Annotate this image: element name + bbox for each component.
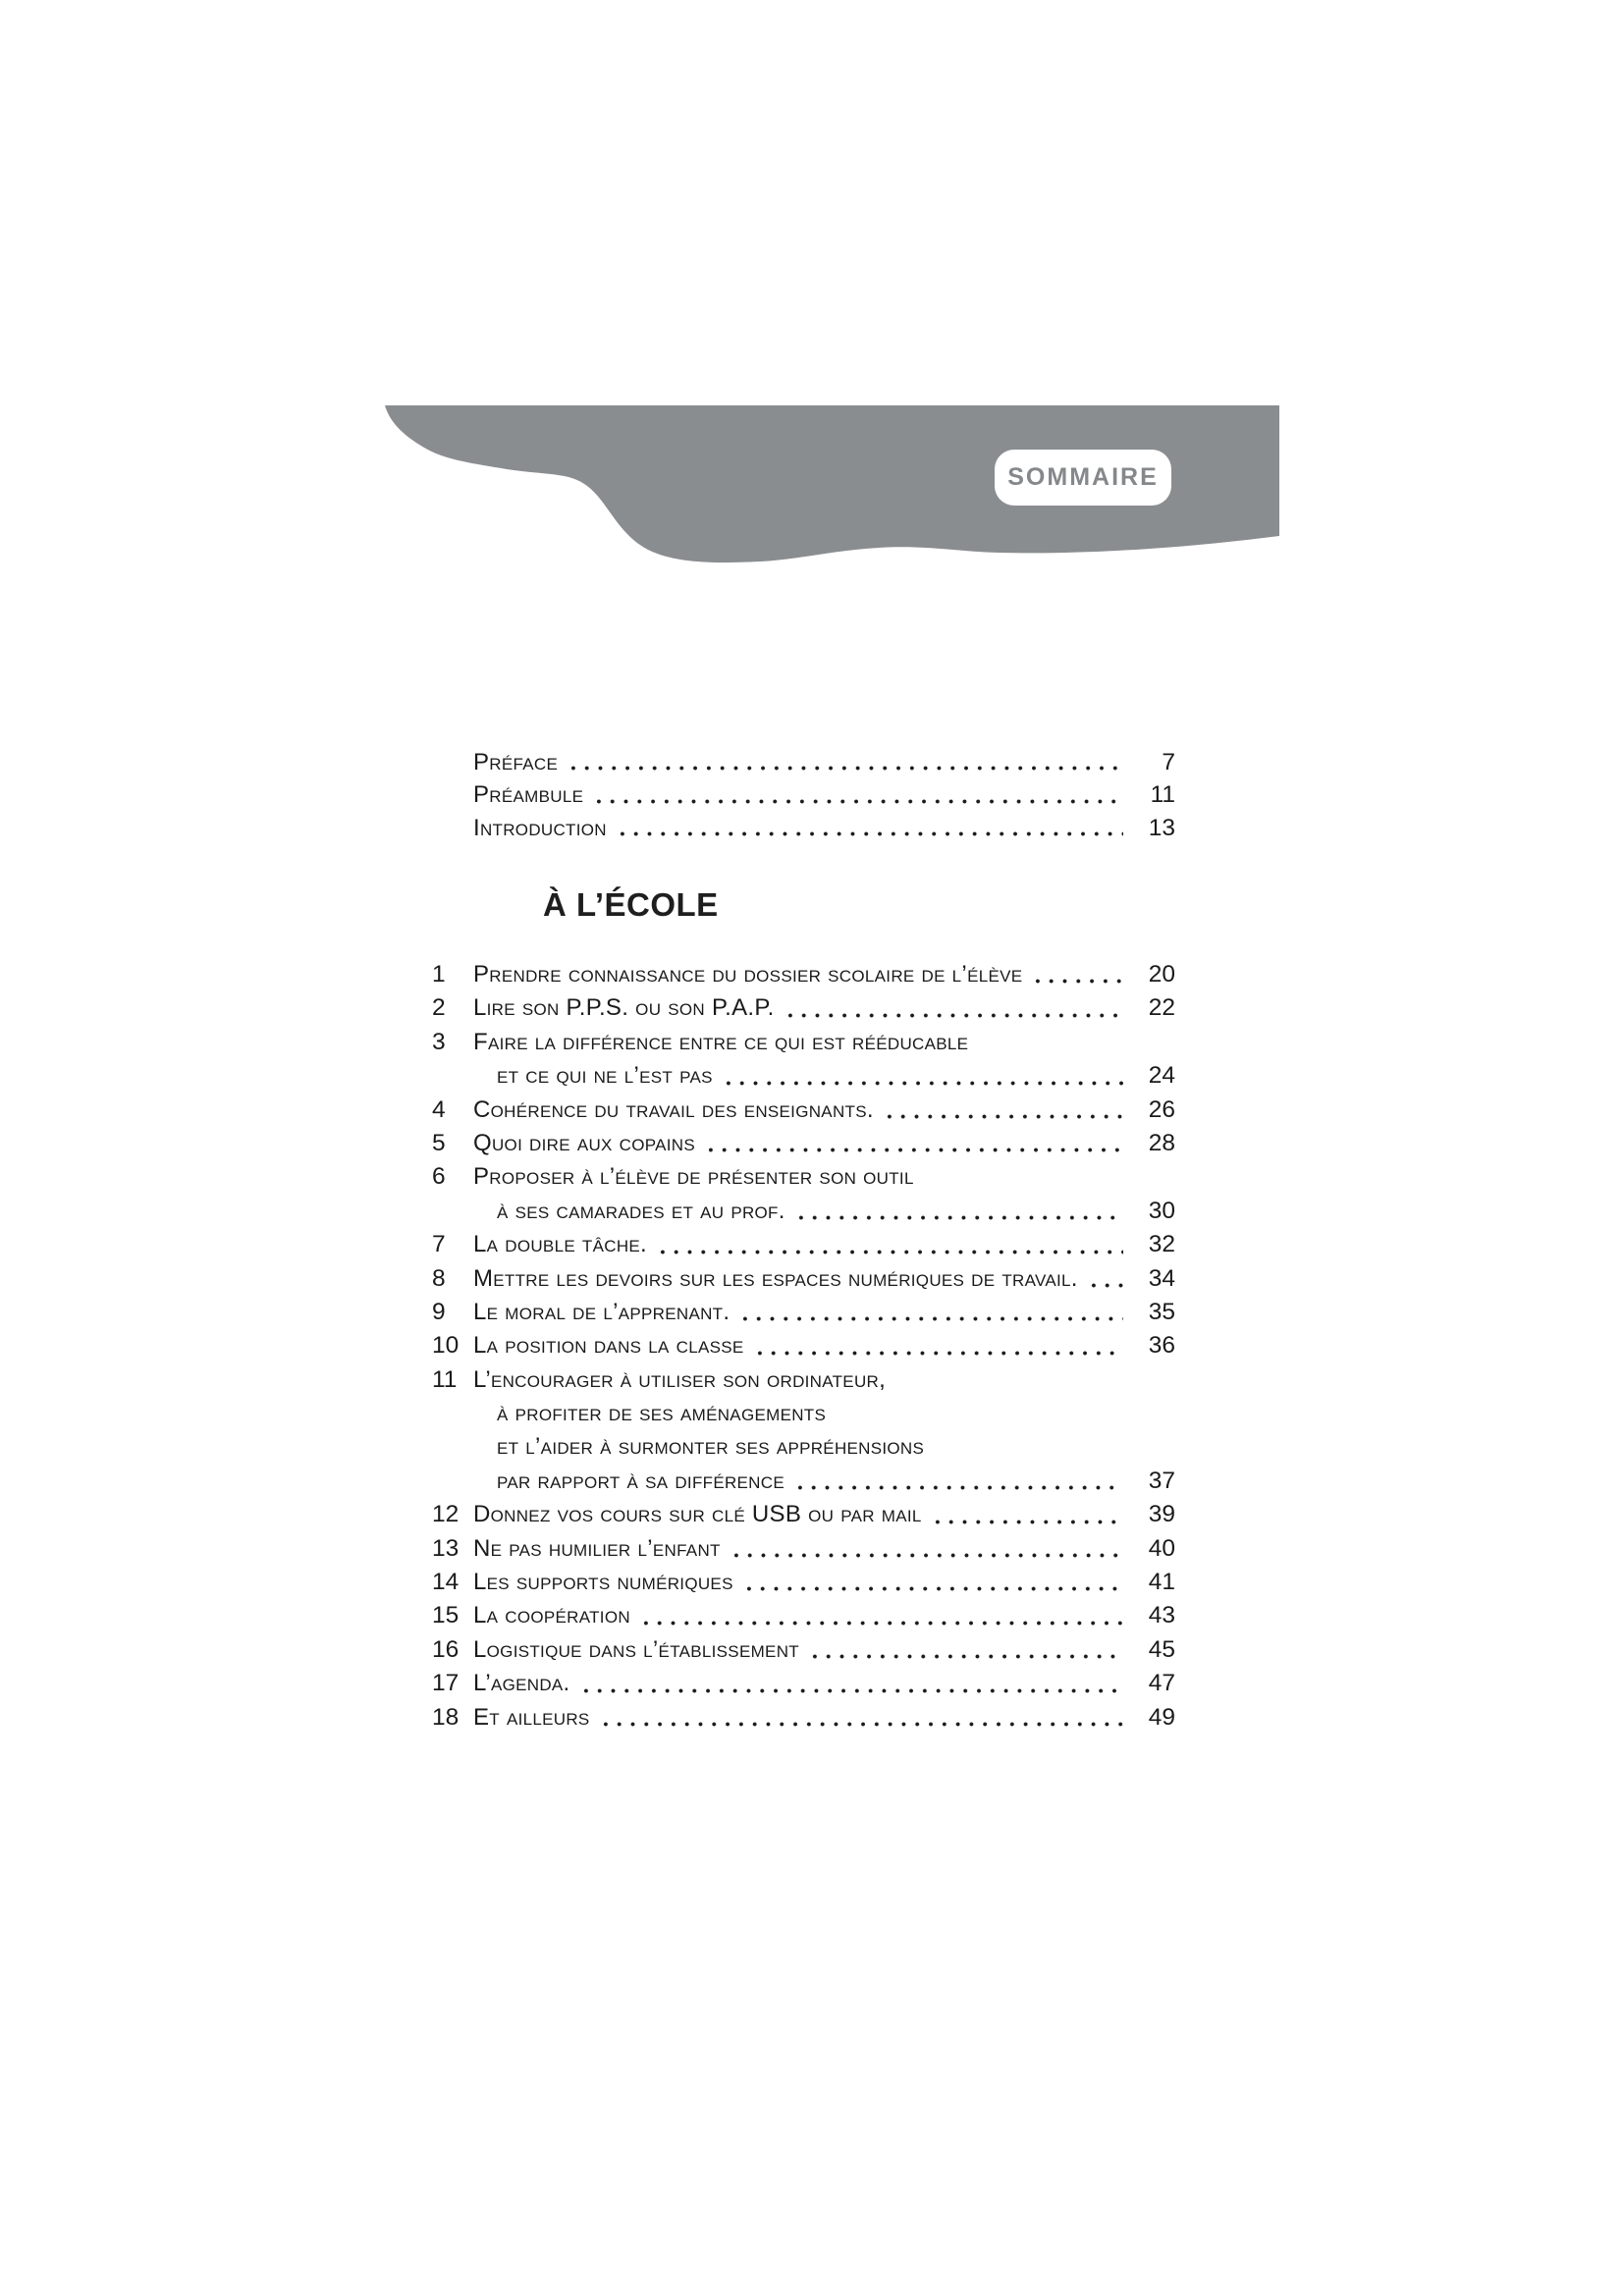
entry-title: Donnez vos cours sur clé USB ou par mail [473,1501,922,1528]
entry-number: 5 [432,1129,446,1156]
toc-row [432,1633,1175,1667]
entry-title: Ne pas humilier l’enfant [473,1534,721,1562]
entry-title: Préface [473,749,559,775]
page-number: 20 [1148,961,1175,988]
entry-title: Et ailleurs [473,1703,590,1731]
dot-leader [794,1215,1123,1220]
page-number: 45 [1148,1635,1175,1663]
sommaire-label-badge [995,450,1171,506]
page-number: 43 [1148,1602,1175,1629]
page-number: 22 [1148,994,1175,1022]
dot-leader [753,1351,1123,1356]
entry-title: Quoi dire aux copains [473,1129,696,1156]
entry-number: 2 [432,994,446,1022]
entry-title: à ses camarades et au prof. [497,1197,785,1224]
entry-number: 16 [432,1635,460,1663]
entry-title: Prendre connaissance du dossier scolaire de l’élève [473,961,1023,988]
entry-number: 9 [432,1298,446,1325]
dot-leader [722,1081,1123,1086]
toc-row [432,991,1175,1025]
entry-number: 3 [432,1028,446,1055]
entry-title: et ce qui ne l’est pas [497,1062,713,1090]
toc-row [432,1397,1175,1430]
toc-row [432,1430,1175,1464]
entry-number: 13 [432,1534,460,1562]
dot-leader [784,1013,1123,1018]
front-matter-list [432,746,1175,844]
page-number: 35 [1148,1298,1175,1325]
toc-row [432,1599,1175,1632]
entry-title: par rapport à sa différence [497,1467,784,1494]
entry-number: 1 [432,961,446,988]
entry-number: 14 [432,1569,460,1596]
entry-number: 12 [432,1501,460,1528]
entry-number: 6 [432,1163,446,1191]
entries-list [432,958,1175,1735]
page-number: 26 [1148,1095,1175,1123]
dot-leader [579,1688,1123,1693]
entry-title: Préambule [473,781,584,809]
dot-leader [656,1250,1123,1255]
page-number: 36 [1148,1332,1175,1360]
entry-number: 11 [432,1365,458,1393]
entry-title: et l’aider à surmonter ses appréhensions [497,1433,925,1461]
toc-row [432,1701,1175,1735]
page-number: 41 [1148,1569,1175,1596]
dot-leader [639,1621,1123,1626]
toc-row [432,1026,1175,1059]
page-number: 37 [1148,1467,1175,1494]
toc-row [432,812,1175,844]
entry-title: Cohérence du travail des enseignants. [473,1095,874,1123]
entry-title: Introduction [473,814,607,841]
entry-title: Logistique dans l’établissement [473,1635,799,1663]
page-number: 11 [1150,781,1175,809]
entry-number: 8 [432,1264,446,1292]
toc-row [432,778,1175,811]
toc-row [432,746,1175,778]
dot-leader [592,799,1123,804]
page-number: 49 [1148,1703,1175,1731]
entry-number: 4 [432,1095,446,1123]
page-number: 32 [1148,1231,1175,1258]
entry-title: La coopération [473,1602,630,1629]
entry-title: L’agenda. [473,1670,570,1697]
entry-title: La double tâche. [473,1231,648,1258]
toc-row [432,1127,1175,1160]
entry-number: 17 [432,1670,460,1697]
entry-number: 15 [432,1602,460,1629]
sommaire-label: SOMMAIRE [1007,463,1159,491]
page-number: 47 [1148,1670,1175,1697]
dot-leader [793,1485,1123,1490]
page-number: 28 [1148,1129,1175,1156]
entry-number: 18 [432,1703,460,1731]
page-number: 13 [1148,814,1175,841]
toc-row [432,1094,1175,1127]
entry-number: 10 [432,1332,460,1360]
section-heading: À L’ÉCOLE [543,886,719,923]
toc-row [432,1465,1175,1498]
entry-title: Mettre les devoirs sur les espaces numériques de travail. [473,1264,1078,1292]
dot-leader [1031,979,1123,984]
entry-title: Les supports numériques [473,1569,733,1596]
page-number: 30 [1148,1197,1175,1224]
toc-row [432,1667,1175,1700]
dot-leader [567,766,1123,771]
toc-row [432,1195,1175,1228]
toc-row [432,1059,1175,1093]
page-number: 7 [1162,749,1175,775]
page-number: 40 [1148,1534,1175,1562]
entry-title: Lire son P.P.S. ou son P.A.P. [473,994,775,1022]
entry-title: Faire la différence entre ce qui est rééducable [473,1028,969,1055]
dot-leader [599,1722,1123,1727]
dot-leader [931,1520,1123,1524]
entry-title: à profiter de ses aménagements [497,1400,827,1427]
toc-row [432,1262,1175,1296]
dot-leader [883,1114,1123,1119]
dot-leader [616,831,1123,836]
toc-row [432,1532,1175,1566]
dot-leader [704,1148,1123,1152]
page-number: 34 [1148,1264,1175,1292]
entry-number: 7 [432,1231,446,1258]
entry-title: L’encourager à utiliser son ordinateur, [473,1365,887,1393]
dot-leader [742,1586,1123,1591]
toc-row [432,958,1175,991]
page-number: 24 [1148,1062,1175,1090]
toc-row [432,1160,1175,1194]
dot-leader [738,1316,1123,1321]
toc-row [432,1363,1175,1397]
toc-row [432,1498,1175,1531]
entry-title: La position dans la classe [473,1332,744,1360]
toc-row [432,1329,1175,1362]
dot-leader [730,1553,1123,1558]
entry-title: Le moral de l’apprenant. [473,1298,730,1325]
toc-row [432,1566,1175,1599]
toc-row [432,1228,1175,1261]
entry-title: Proposer à l’élève de présenter son outil [473,1163,914,1191]
page-number: 39 [1148,1501,1175,1528]
dot-leader [808,1654,1123,1659]
dot-leader [1087,1283,1123,1288]
toc-row [432,1296,1175,1329]
